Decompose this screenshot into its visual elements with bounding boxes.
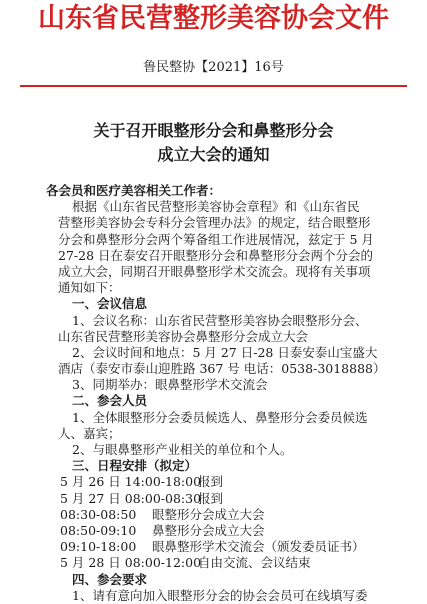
notice-title xyxy=(0,119,427,167)
schedule-time: 5 月 28 日 08:00-12:00 xyxy=(60,555,202,571)
schedule-event: 报到 xyxy=(198,474,224,490)
notice-body xyxy=(46,183,416,604)
schedule-event: 眼鼻整形学术交流会（颁发委员证书） xyxy=(152,539,365,555)
intro-line: 成立大会，同期召开眼鼻整形学术交流会。现将有关事项 xyxy=(58,263,371,279)
intro-line: 分会和鼻整形分会两个筹备组工作进展情况，兹定于 5 月 xyxy=(58,231,374,247)
section-heading-requirements: 四、参会要求 xyxy=(72,571,148,587)
section-line: 酒店（泰安市泰山迎胜路 367 号 电话：0538-3018888） xyxy=(58,361,386,377)
section-line: 山东省民营整形美容协会鼻整形分会成立大会 xyxy=(58,328,309,344)
schedule-time: 09:10-18:00 xyxy=(60,539,137,555)
section-line: 人、嘉宾； xyxy=(58,425,121,441)
schedule-event: 鼻整形分会成立大会 xyxy=(152,522,265,538)
schedule-row xyxy=(46,523,416,539)
document-header-title: 山东省民营整形美容协会文件 xyxy=(38,3,389,34)
schedule-event: 自由交流、会议结束 xyxy=(198,555,311,571)
document-number: 鲁民整协【2021】16号 xyxy=(143,60,284,75)
section-line: 3、同期举办：眼鼻整形学术交流会 xyxy=(72,377,268,393)
schedule-row xyxy=(46,507,416,523)
header-divider xyxy=(20,85,407,87)
section-heading-attendees: 二、参会人员 xyxy=(72,393,148,409)
schedule-time: 5 月 26 日 14:00-18:00 xyxy=(60,474,202,490)
schedule-time: 08:50-09:10 xyxy=(60,522,137,538)
notice-title-line-2: 成立大会的通知 xyxy=(157,145,270,164)
schedule-time: 5 月 27 日 08:00-08:30 xyxy=(60,490,202,506)
section-line: 2、会议时间和地点：5 月 27 日-28 日泰安泰山宝盛大 xyxy=(72,344,378,360)
intro-line: 根据《山东省民营整形美容协会章程》和《山东省民 xyxy=(72,199,360,215)
salutation: 各会员和医疗美容相关工作者： xyxy=(46,183,222,198)
schedule-row xyxy=(46,555,416,571)
section-line: 1、全体眼整形分会委员候选人、鼻整形分会委员候选 xyxy=(72,409,368,425)
schedule-row xyxy=(46,474,416,490)
section-heading-meeting-info: 一、会议信息 xyxy=(72,296,148,312)
notice-title-line-1: 关于召开眼整形分会和鼻整形分会 xyxy=(93,121,334,140)
intro-line: 通知如下： xyxy=(58,280,121,296)
section-line: 2、与眼鼻整形产业相关的单位和个人。 xyxy=(72,442,293,457)
schedule-time: 08:30-08:50 xyxy=(60,506,137,522)
intro-line: 27-28 日在泰安召开眼整形分会和鼻整形分会两个分会的 xyxy=(58,247,374,263)
section-line: 1、请有意向加入眼整形分会的协会会员可在线填写委 xyxy=(72,587,368,603)
section-line: 1、会议名称：山东省民营整形美容协会眼整形分会、 xyxy=(72,312,368,328)
intro-line: 营整形美容协会专科分会管理办法》的规定，结合眼整形 xyxy=(58,215,371,231)
schedule-event: 报到 xyxy=(198,490,224,506)
schedule-event: 眼整形分会成立大会 xyxy=(152,506,265,522)
section-heading-schedule: 三、日程安排（拟定） xyxy=(72,458,198,474)
schedule-row xyxy=(46,539,416,555)
schedule-row xyxy=(46,491,416,507)
